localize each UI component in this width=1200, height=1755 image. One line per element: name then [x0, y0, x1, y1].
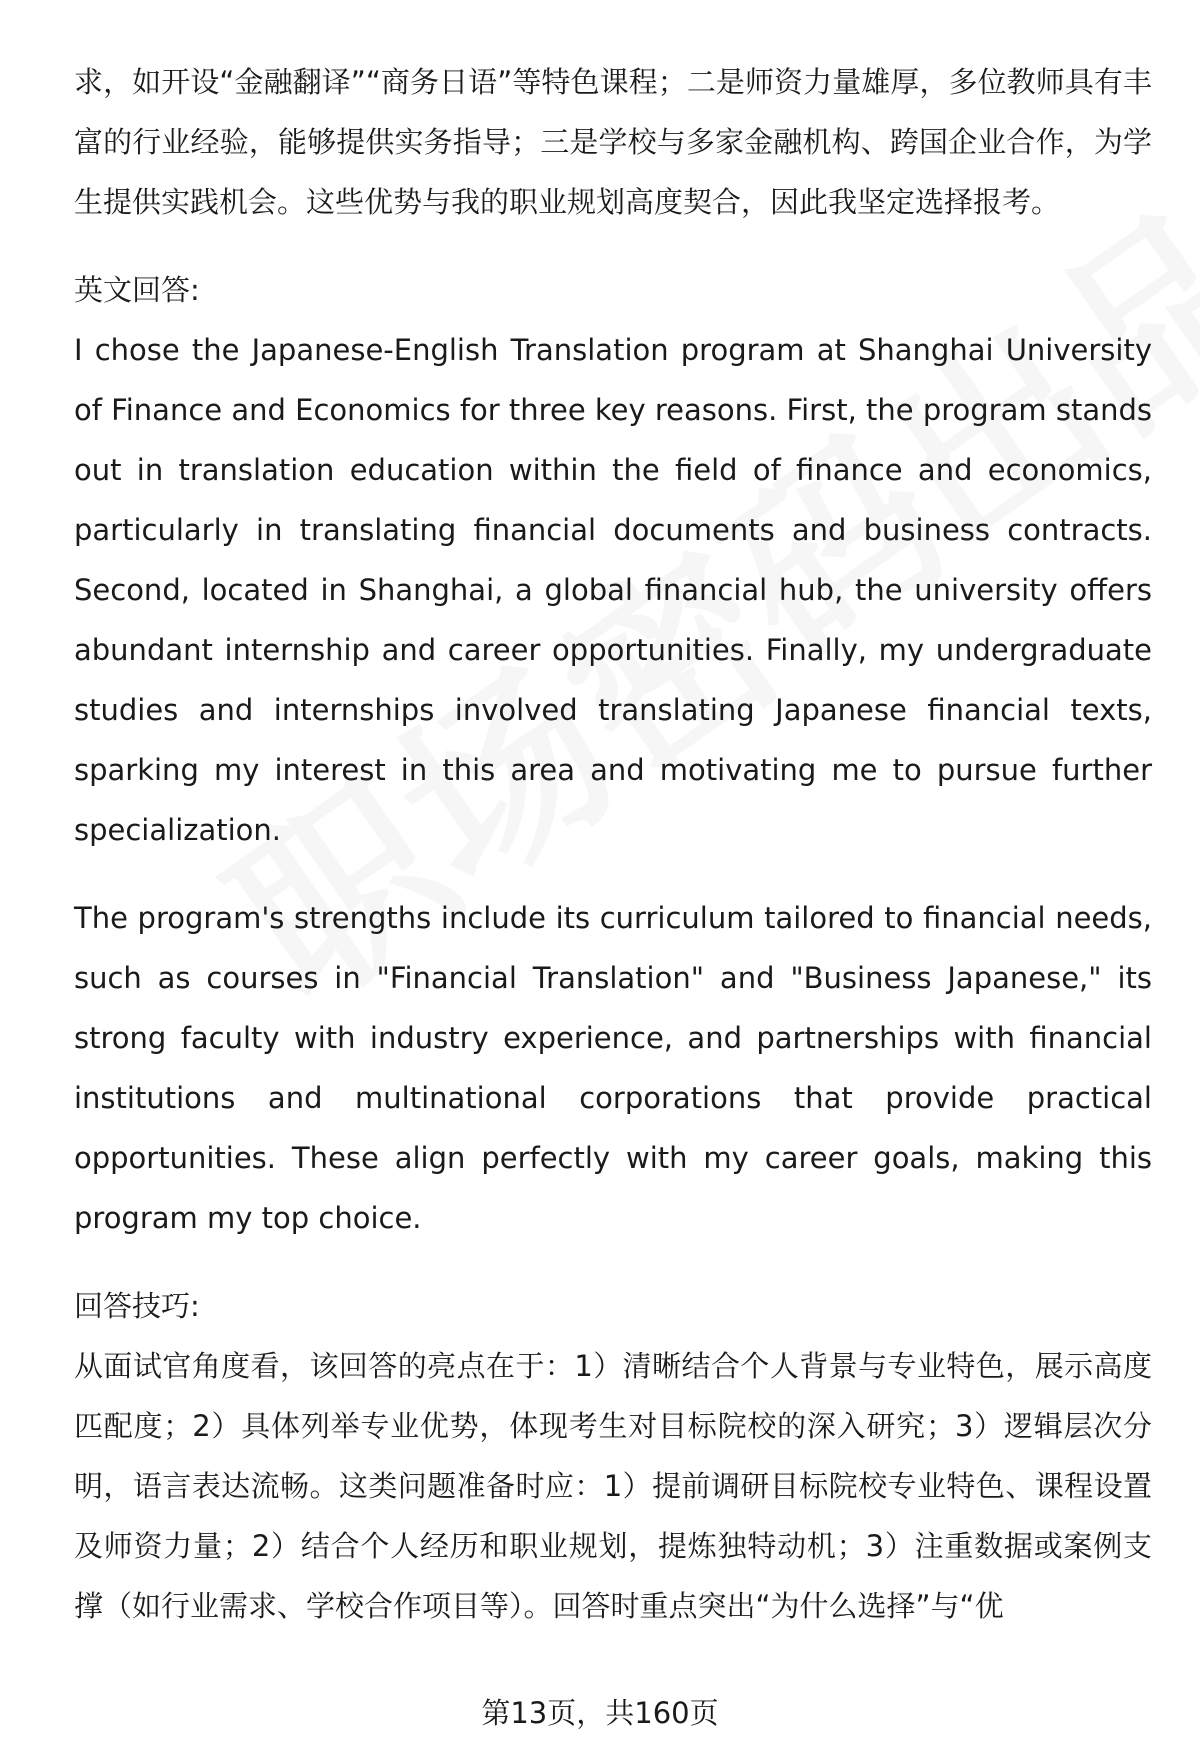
page-indicator: 第13页，共160页	[481, 1696, 719, 1730]
section-gap	[74, 860, 1152, 888]
answer-tips-text: 从面试官角度看，该回答的亮点在于：1）清晰结合个人背景与专业特色，展示高度匹配度；2）具体列举专业优势，体现考生对目标院校的深入研究；3）逻辑层次分明，语言表达流畅。这类问题准备时应：1）提前调研目标院校专业特色、课程设置及师资力量；2）结合个人经历和职业规划，提炼独特动机；3）注重数据或案例支撑（如行业需求、学校合作项目等）。回答时重点突出“为什么选择”与“优	[74, 1349, 1152, 1623]
english-answer-paragraph-2: The program's strengths include its curriculum tailored to financial needs, such as courses in "Financial Translation" and "Business Japanese," its strong faculty with industry experience, and partnerships with financial institutions and multinational corporations that provide practical opportunities. These align perfectly with my career goals, making this program my top choice.	[74, 901, 1152, 1235]
section-gap	[74, 1248, 1152, 1276]
english-answer-paragraph-1: I chose the Japanese-English Translation program at Shanghai University of Finance and Economics for three key reasons. First, the program stands out in translation education within the field of finance and economics, particularly in translating financial documents and business contracts. Second, located in Shanghai, a global financial hub, the university offers abundant internship and career opportunities. Finally, my undergraduate studies and internships involved translating Japanese financial texts, sparking my interest in this area and motivating me to pursue further specialization.	[74, 333, 1152, 847]
document-page	[74, 52, 1152, 1636]
chinese-answer-continuation: 求，如开设“金融翻译”“商务日语”等特色课程；二是师资力量雄厚，多位教师具有丰富的行业经验，能够提供实务指导；三是学校与多家金融机构、跨国企业合作，为学生提供实践机会。这些优势与我的职业规划高度契合，因此我坚定选择报考。	[74, 65, 1152, 219]
section-gap	[74, 232, 1152, 260]
english-answer-label: 英文回答:	[74, 273, 200, 307]
answer-tips-label: 回答技巧:	[74, 1289, 200, 1323]
